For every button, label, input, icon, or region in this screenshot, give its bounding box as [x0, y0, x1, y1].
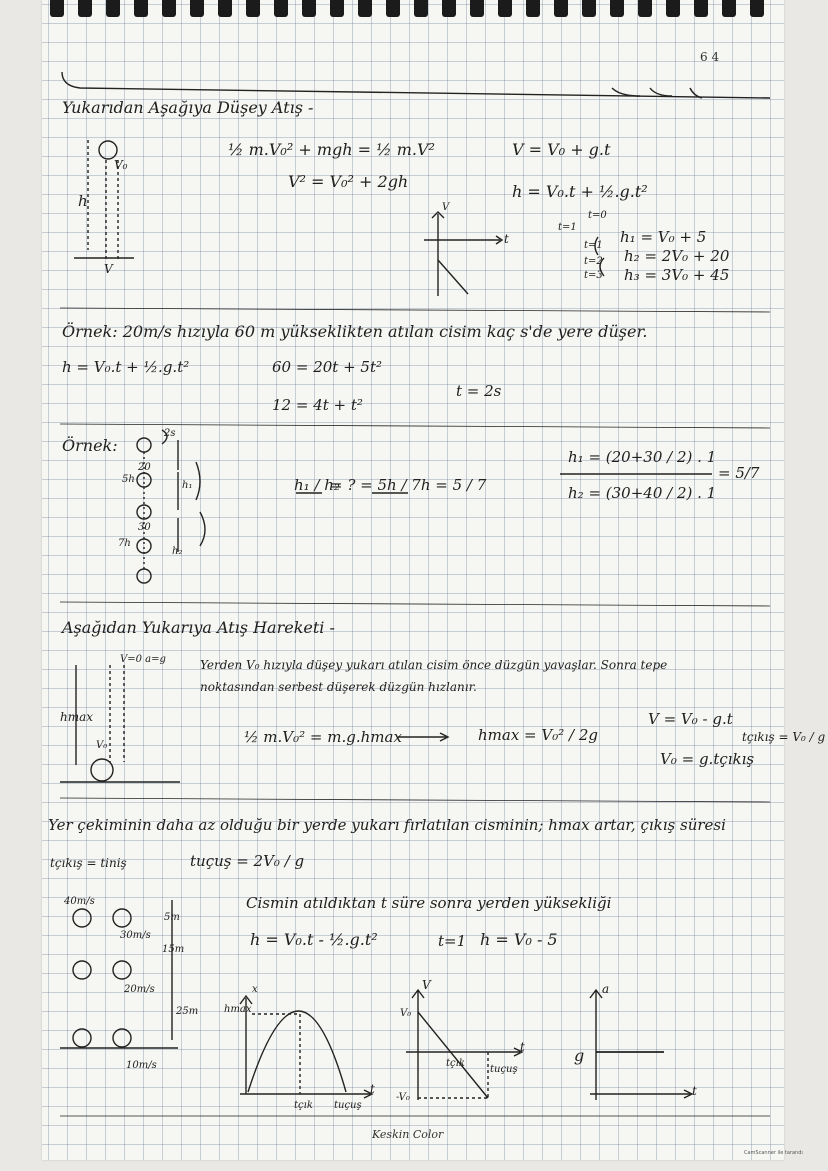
- upward-energy-equation: ½ m.V₀² = m.g.hmax: [244, 728, 402, 746]
- upward-velocity-equation: V = V₀ - g.t: [648, 710, 733, 728]
- graph3-t-label: t: [692, 1084, 697, 1098]
- example2-h1-fraction: h₁ = (20+30 / 2) . 1: [568, 448, 717, 466]
- v0-arrow-label: V₀: [96, 740, 108, 751]
- graph-t-axis-label: t: [504, 232, 509, 246]
- h3-row: h₃ = 3V₀ + 45: [624, 266, 730, 284]
- t0-label: t=0: [588, 210, 607, 221]
- flight-time-equation: tuçuş = 2V₀ / g: [190, 852, 305, 870]
- v0-time-equation: V₀ = g.tçıkış: [660, 750, 755, 768]
- t1-label: t=1: [558, 222, 577, 233]
- t-label-1: t=1: [584, 240, 603, 251]
- example2-h2-fraction: h₂ = (30+40 / 2) . 1: [568, 484, 717, 502]
- hmax-equation: hmax = V₀² / 2g: [478, 726, 598, 744]
- graph1-rise-time-label: tçık: [294, 1100, 313, 1111]
- page-number: 6 4: [700, 50, 720, 64]
- section-title-downward-throw: Yukarıdan Aşağıya Düşey Atış -: [62, 98, 314, 117]
- example2-20-label: 20: [138, 462, 151, 473]
- rise-time-equation: tçıkış = V₀ / g: [742, 730, 826, 744]
- speed-label-20: 20m/s: [124, 984, 155, 995]
- example2-h2-label: h₂: [172, 546, 183, 557]
- section-title-upward-throw: Aşağıdan Yukarıya Atış Hareketi -: [62, 618, 335, 637]
- example2-h1-label: h₁: [182, 480, 193, 491]
- graph2-rise-time-label: tçık: [446, 1058, 465, 1069]
- example2-5h-label: 5h: [122, 474, 135, 485]
- t1-substitution: t=1: [438, 932, 467, 950]
- graph1-flight-time-label: tuçuş: [334, 1100, 362, 1111]
- speed-label-40: 40m/s: [64, 896, 95, 907]
- graph1-hmax-label: hmax: [224, 1004, 252, 1015]
- example1-question: Örnek: 20m/s hızıyla 60 m yükseklikten atılan cisim kaç s'de yere düşer.: [62, 322, 648, 341]
- upward-description-1: Yerden V₀ hızıyla düşey yukarı atılan cisim önce düzgün yavaşlar. Sonra tepe: [200, 658, 668, 672]
- example2-fraction-result: = 5/7: [718, 464, 760, 482]
- gravity-note: Yer çekiminin daha az olduğu bir yerde yukarı fırlatılan cisminin; hmax artar, çıkış süresi: [48, 816, 726, 834]
- t-label-3: t=3: [584, 270, 603, 281]
- example2-7h-label: 7h: [118, 538, 131, 549]
- distance-label-5m: 5m: [164, 912, 180, 923]
- h1-row: h₁ = V₀ + 5: [620, 228, 707, 246]
- graph2-t-label: t: [520, 1040, 525, 1054]
- speed-label-10: 10m/s: [126, 1060, 157, 1071]
- speed-label-30: 30m/s: [120, 930, 151, 941]
- velocity-equation: V = V₀ + g.t: [512, 140, 611, 159]
- graph3-a-axis-label: a: [602, 982, 610, 996]
- v-squared-equation: V² = V₀² + 2gh: [288, 172, 409, 191]
- example1-eq3: 12 = 4t + t²: [272, 396, 363, 414]
- upward-description-2: noktasından serbest düşerek düzgün hızlanır.: [200, 680, 477, 694]
- height-equation: h = V₀.t + ½.g.t²: [512, 182, 648, 201]
- example1-eq2: 60 = 20t + 5t²: [272, 358, 382, 376]
- distance-label-15m: 15m: [162, 944, 185, 955]
- t-label-2: t=2: [584, 256, 603, 267]
- graph2-v-axis-label: V: [422, 978, 431, 992]
- graph3-g-label: g: [574, 1046, 585, 1065]
- scanner-watermark: CamScanner ile tarandı: [744, 1150, 803, 1156]
- graph1-t-label: t: [370, 1082, 375, 1096]
- example2-2s-label: 2s: [164, 428, 176, 439]
- hmax-label: hmax: [60, 710, 94, 724]
- height-after-t-equation: h = V₀.t - ½.g.t²: [250, 930, 378, 949]
- height-after-t-description: Cismin atıldıktan t süre sonra yerden yüksekliği: [246, 894, 612, 912]
- example2-title: Örnek:: [62, 436, 118, 455]
- example2-ratio: h₁ / h₂: [294, 476, 340, 494]
- notebook-brand: Keskin Color: [372, 1128, 444, 1141]
- graph1-x-axis-label: x: [252, 984, 258, 995]
- diagram-v-label: V: [104, 262, 113, 276]
- energy-equation: ½ m.V₀² + mgh = ½ m.V²: [228, 140, 435, 159]
- distance-label-25m: 25m: [176, 1006, 199, 1017]
- rise-equals-fall-note: tçıkış = tiniş: [50, 856, 127, 870]
- top-point-label: V=0 a=g: [120, 654, 166, 665]
- example2-30-label: 30: [138, 522, 151, 533]
- example1-answer: t = 2s: [456, 382, 502, 400]
- h-after-one-second: h = V₀ - 5: [480, 930, 558, 949]
- h2-row: h₂ = 2V₀ + 20: [624, 247, 730, 265]
- graph2-flight-time-label: tuçuş: [490, 1064, 518, 1075]
- example1-eq1: h = V₀.t + ½.g.t²: [62, 358, 190, 376]
- example2-ratio-result: = ? = 5h / 7h = 5 / 7: [330, 476, 487, 494]
- graph2-minus-v0-label: -V₀: [396, 1092, 410, 1103]
- diagram-v0-label: V₀: [114, 158, 128, 172]
- graph-v-axis-label: V: [442, 202, 450, 213]
- diagram-h-label: h: [78, 192, 88, 210]
- graph2-v0-label: V₀: [400, 1008, 412, 1019]
